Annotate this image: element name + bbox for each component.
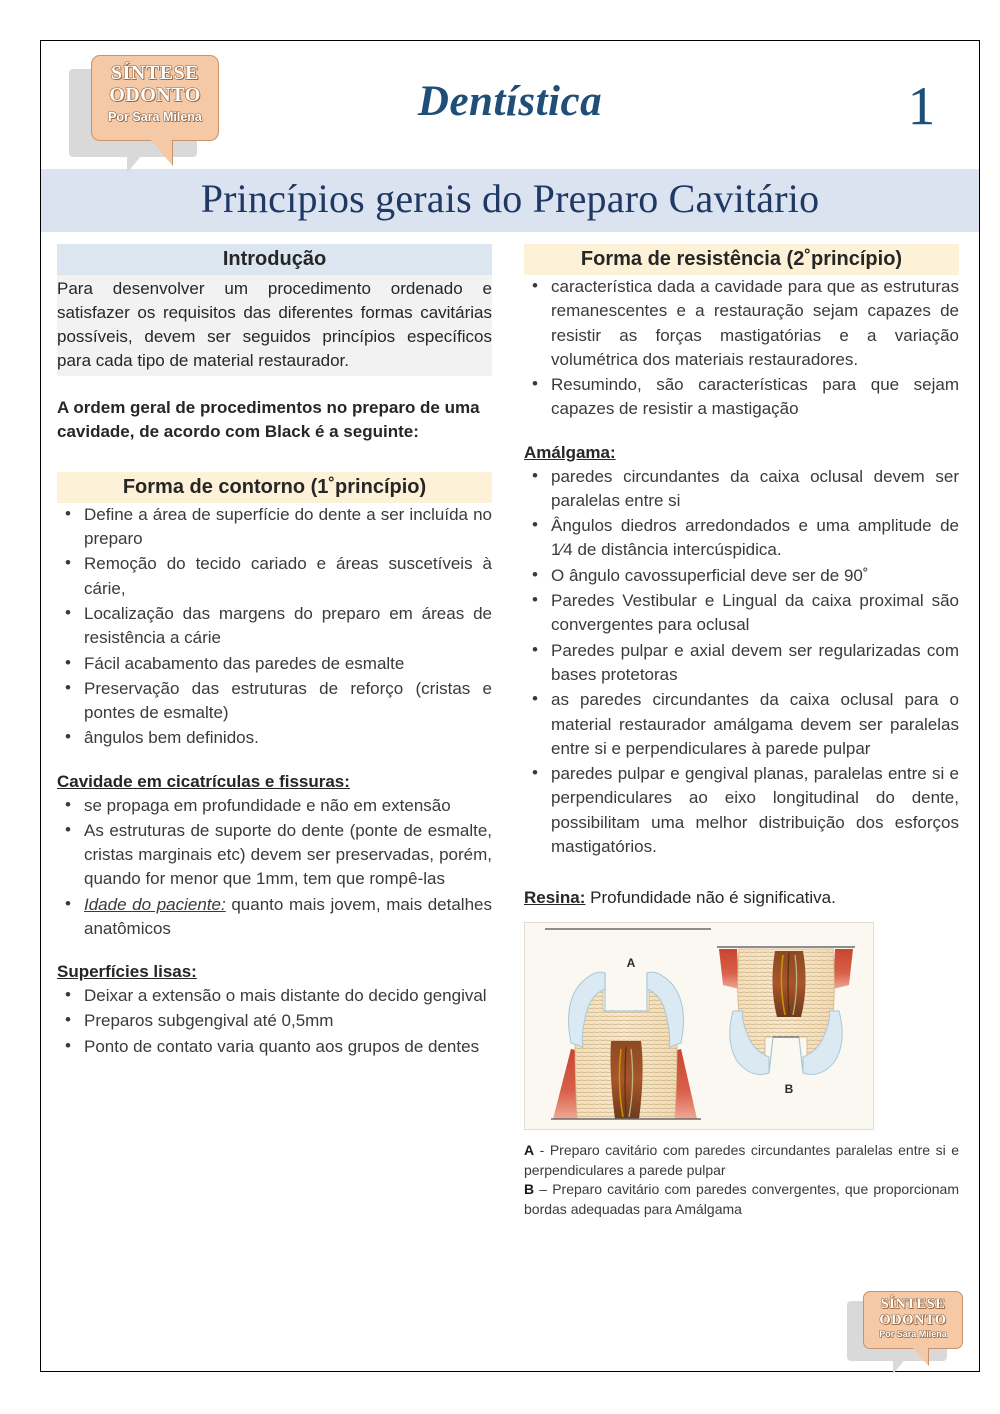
list-item: • Localização das margens do preparo em áreas de resistência a cárie [57, 602, 492, 651]
amalgama-bullet-list [524, 465, 959, 860]
list-item: • Ponto de contato varia quanto aos grupos de dentes [57, 1035, 492, 1059]
list-item: • as paredes circundantes da caixa oclusal para o material restaurador amálgama devem ser paralelas entre si e perpendiculares à parede pulpar [524, 688, 959, 761]
list-item: • característica dada a cavidade para que as estruturas remanescentes e a restauração sejam capazes de resistir as forças mastigatórias e a variação volumétrica dos materiais restauradores. [524, 275, 959, 372]
resina-text: Profundidade não é significativa. [585, 888, 836, 908]
list-item: • ângulos bem definidos. [57, 726, 492, 750]
page-sheet [40, 40, 980, 1372]
footer-speech-bubble-tail-icon [909, 1347, 928, 1365]
footer-logo-shadow-tail-icon [893, 1357, 907, 1374]
list-item: • Resumindo, são características para que sejam capazes de resistir a mastigação [524, 373, 959, 422]
list-item-idade [57, 893, 492, 942]
figure-label-b: B [784, 1082, 794, 1097]
caption-b-text: – Preparo cavitário com paredes convergentes, que proporcionam bordas adequadas para Amálgama [524, 1181, 959, 1217]
figure-label-a: A [626, 956, 636, 971]
page-number: 1 [908, 76, 935, 136]
idade-paciente-emphasis: Idade do paciente: [84, 894, 226, 914]
list-item: • Paredes pulpar e axial devem ser regularizadas com bases protetoras [524, 639, 959, 688]
list-item: • As estruturas de suporte do dente (ponte de esmalte, cristas marginais etc) devem ser preservadas, porém, quando for menor que 1mm, tem que rompê-las [57, 819, 492, 892]
section-heading-forma-contorno: Forma de contorno (1˚princípio) [57, 472, 492, 503]
section-heading-introducao: Introdução [57, 244, 492, 275]
page-header [41, 41, 979, 169]
logo-line-2: ODONTO [109, 84, 201, 107]
section-heading-forma-resistencia: Forma de resistência (2˚princípio) [524, 244, 959, 275]
cicatriculas-bullet-list [57, 794, 492, 942]
footer-logo-line-1: SÍNTESE [880, 1296, 946, 1312]
logo-shadow-tail-icon [127, 149, 147, 173]
footer-brand-logo [847, 1291, 967, 1365]
superficies-bullet-list [57, 984, 492, 1059]
list-item: • Deixar a extensão o mais distante do decido gengival [57, 984, 492, 1008]
caption-a-text: - Preparo cavitário com paredes circundantes paralelas entre si e perpendiculares a parede pulpar [524, 1142, 959, 1178]
list-item: • Preservação das estruturas de reforço (cristas e pontes de esmalte) [57, 677, 492, 726]
tooth-preparation-figure [524, 922, 874, 1130]
spacer [57, 376, 492, 394]
list-item: • Paredes Vestibular e Lingual da caixa proximal são convergentes para oclusal [524, 589, 959, 638]
footer-logo-line-3: Por Sara Milena [879, 1329, 947, 1340]
spacer [524, 423, 959, 441]
tooth-diagram-svg [525, 923, 874, 1130]
resina-label: Resina: [524, 888, 586, 908]
speech-bubble-tail-icon [147, 139, 172, 165]
subheading-superficies-lisas: Superfícies lisas: [57, 962, 197, 982]
intro-paragraph: Para desenvolver um procedimento ordenado e satisfazer os requisitos das diferentes formas cavitárias possíveis, devem ser seguidos princípios específicos para cada tipo de material restaurador. [57, 275, 492, 376]
right-column [524, 244, 959, 1220]
list-item: • Fácil acabamento das paredes de esmalte [57, 652, 492, 676]
page-title-banner [41, 169, 979, 232]
subheading-cicatriculas: Cavidade em cicatrículas e fissuras: [57, 771, 350, 791]
list-item: • se propaga em profundidade e não em extensão [57, 794, 492, 818]
list-item: • paredes circundantes da caixa oclusal devem ser paralelas entre si [524, 465, 959, 514]
list-item: • O ângulo cavossuperficial deve ser de 90˚ [524, 564, 959, 588]
list-item: • Preparos subgengival até 0,5mm [57, 1009, 492, 1033]
footer-logo-bubble [863, 1291, 963, 1349]
resina-note [524, 886, 959, 910]
idade-paciente-rest: quanto mais jovem, mais detalhes anatômicos [84, 894, 492, 938]
list-item: • Remoção do tecido cariado e áreas suscetíveis à cárie, [57, 552, 492, 601]
list-item: • paredes pulpar e gengival planas, paralelas entre si e perpendiculares ao eixo longitudinal do dente, possibilitam uma melhor distribuição dos esforços mastigatórios. [524, 762, 959, 859]
figure-caption [524, 1141, 959, 1219]
list-item: • Ângulos diedros arredondados e uma amplitude de 1⁄4 de distância intercúspidica. [524, 514, 959, 563]
caption-a-label: A [524, 1142, 535, 1159]
footer-logo-line-2: ODONTO [879, 1312, 947, 1329]
left-column [57, 244, 492, 1060]
logo-line-3: Por Sara Milena [108, 109, 202, 124]
page-title: Princípios gerais do Preparo Cavitário [200, 176, 820, 221]
logo-line-1: SÍNTESE [111, 62, 199, 84]
content-columns [41, 232, 979, 1220]
subheading-amalgama: Amálgama: [524, 442, 616, 462]
list-item: • Define a área de superfície do dente a ser incluída no preparo [57, 503, 492, 552]
contorno-bullet-list [57, 503, 492, 751]
spacer [57, 446, 492, 472]
intro-bold-note: A ordem geral de procedimentos no preparo de uma cavidade, de acordo com Black é a seguinte: [57, 397, 480, 441]
spacer [524, 860, 959, 886]
subject-heading: Dentística [417, 78, 603, 125]
spacer [57, 752, 492, 770]
resistencia-bullet-list [524, 275, 959, 422]
caption-b-label: B [524, 1181, 535, 1198]
spacer [57, 942, 492, 960]
